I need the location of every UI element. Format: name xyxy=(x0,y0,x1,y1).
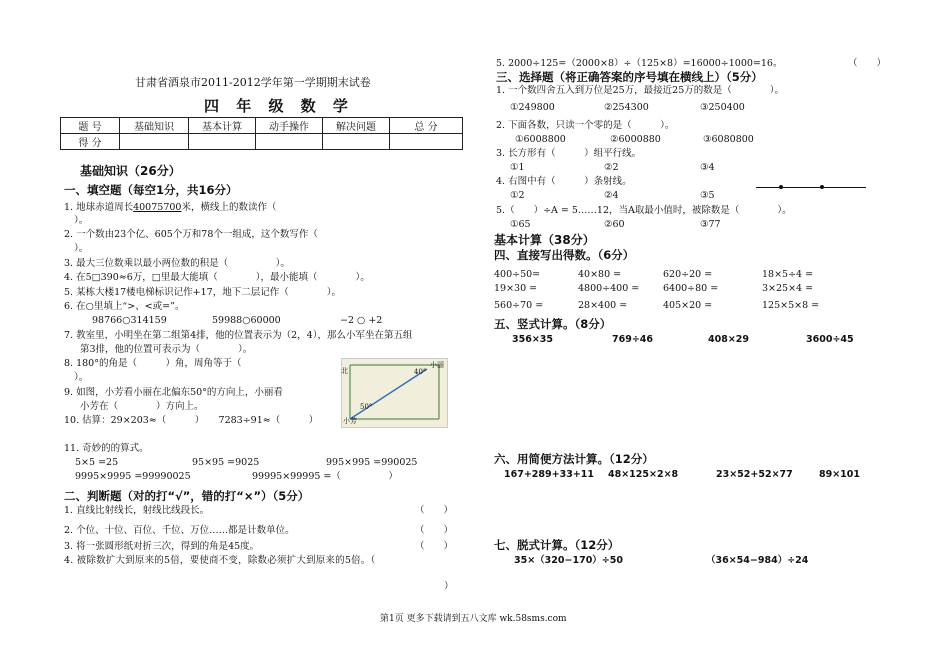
angle-label: 40° xyxy=(414,368,427,376)
choice-option[interactable]: ③4 xyxy=(700,162,715,173)
point-label-xiaofang: 小芳 xyxy=(343,417,357,425)
choice-option[interactable]: ①65 xyxy=(510,219,531,230)
section-6-heading: 六、用简便方法计算。（12分） xyxy=(494,452,654,466)
pattern-item: 995×995 =990025 xyxy=(326,457,418,468)
ray-figure-point xyxy=(779,185,783,189)
question-9-cont: 小芳在（ ）方向上。 xyxy=(80,401,204,412)
simple-problem: 48×125×2×8 xyxy=(608,469,679,480)
question-8: 8. 180°的角是（ ）角，周角等于（ xyxy=(64,358,242,369)
choice-option[interactable]: ③6080800 xyxy=(703,134,754,145)
section-4-heading: 四、直接写出得数。（6分） xyxy=(494,248,635,262)
question-8-cont: ）。 xyxy=(74,372,89,383)
score-input-cell[interactable] xyxy=(390,134,463,150)
question-9: 9. 如图，小芳看小丽在北偏东50°的方向上，小丽看 xyxy=(64,387,283,398)
oral-item: 18×5÷4 = xyxy=(762,269,814,280)
section-7-heading: 七、脱式计算。（12分） xyxy=(494,538,620,552)
compare-item: −2 ○ +2 xyxy=(340,315,383,326)
judge-3: 3. 将一张圆形纸对折三次，得到的角是45度。 xyxy=(64,541,260,552)
section-jiben-heading: 基本计算（38分） xyxy=(494,233,595,247)
choice-3: 3. 长方形有（ ）组平行线。 xyxy=(496,148,642,159)
choice-option[interactable]: ①249800 xyxy=(510,102,555,113)
judge-5: 5. 2000÷125=（2000×8）÷（125×8）=16000÷1000=16。 xyxy=(496,58,783,69)
choice-4: 4. 右图中有（ ）条射线。 xyxy=(496,176,632,187)
choice-option[interactable]: ②60 xyxy=(604,219,625,230)
simple-problem: 23×52+52×77 xyxy=(716,469,793,480)
score-table-score-row xyxy=(61,134,463,150)
choice-option[interactable]: ①2 xyxy=(510,190,525,201)
question-4: 4. 在5□390≈6万，□里最大能填（ ），最小能填（ ）。 xyxy=(64,272,370,283)
oral-item: 4800÷400 = xyxy=(578,283,640,294)
simple-problem: 89×101 xyxy=(819,469,861,480)
table-cell: 题 号 xyxy=(61,118,120,134)
pattern-item: 95×95 =9025 xyxy=(192,457,260,468)
section-1-heading: 一、填空题（每空1分，共16分） xyxy=(64,183,238,197)
direction-figure xyxy=(341,358,448,428)
underlined-number: 40075700 xyxy=(133,202,182,213)
answer-paren[interactable]: （ ） xyxy=(415,505,454,516)
pattern-item: 99995×99995 =（ ） xyxy=(252,471,398,482)
score-input-cell[interactable] xyxy=(120,134,189,150)
ray-figure-line xyxy=(756,187,866,188)
table-cell: 基础知识 xyxy=(120,118,189,134)
vertical-problem: 769÷46 xyxy=(612,334,654,345)
choice-option[interactable]: ①1 xyxy=(510,162,525,173)
oral-item: 28×400 = xyxy=(578,300,628,311)
score-input-cell[interactable] xyxy=(189,134,256,150)
section-3-heading: 三、选择题（将正确答案的序号填在横线上）（5分） xyxy=(496,70,763,84)
choice-option[interactable]: ②4 xyxy=(604,190,619,201)
section-jichu-heading: 基础知识（26分） xyxy=(80,164,181,178)
question-text: 1. 地球赤道周长 xyxy=(64,202,134,213)
choice-option[interactable]: ①6008800 xyxy=(515,134,566,145)
question-1-cont: ）。 xyxy=(74,215,89,226)
compare-item: 59988○60000 xyxy=(212,315,281,326)
choice-option[interactable]: ②254300 xyxy=(604,102,649,113)
score-table xyxy=(60,117,463,150)
table-cell: 解决问题 xyxy=(323,118,390,134)
question-3: 3. 最大三位数乘以最小两位数的积是（ ）。 xyxy=(64,258,290,269)
choice-5: 5.（ ）÷A = 5……12，当A取最小值时，被除数是（ ）。 xyxy=(496,205,792,216)
answer-paren[interactable]: （ ） xyxy=(848,58,887,69)
question-7: 7. 教室里，小明坐在第二组第4排，他的位置表示为（2，4），那么小军坐在第五组 xyxy=(64,330,413,341)
table-cell: 基本计算 xyxy=(189,118,256,134)
question-7-cont: 第3排，他的位置可表示为（ ）。 xyxy=(80,344,253,355)
answer-paren[interactable]: （ ） xyxy=(415,541,454,552)
choice-option[interactable]: ③5 xyxy=(700,190,715,201)
oral-item: 405×20 = xyxy=(663,300,713,311)
angle-label: 50° xyxy=(360,403,373,411)
oral-item: 620÷20 = xyxy=(663,269,713,280)
point-label-xiaoli: 小丽 xyxy=(430,361,444,369)
judge-4: 4. 被除数扩大到原来的5倍，要使商不变，除数必须扩大到原来的5倍。（ xyxy=(64,555,376,566)
question-1 xyxy=(64,203,276,214)
judge-1: 1. 直线比射线长，射线比线段长。 xyxy=(64,505,210,516)
score-input-cell[interactable] xyxy=(323,134,390,150)
table-cell: 动手操作 xyxy=(256,118,323,134)
oral-item: 6400÷80 = xyxy=(663,283,719,294)
vertical-problem: 408×29 xyxy=(708,334,750,345)
north-label: 北 xyxy=(341,367,348,375)
oral-item: 40×80 = xyxy=(578,269,622,280)
oral-item: 19×30 = xyxy=(494,283,538,294)
judge-4-end: ） xyxy=(444,581,454,592)
score-input-cell[interactable] xyxy=(256,134,323,150)
table-cell: 总 分 xyxy=(390,118,463,134)
question-2: 2. 一个数由23个亿、605个万和78个一组成，这个数写作（ xyxy=(64,229,318,240)
vertical-problem: 356×35 xyxy=(512,334,554,345)
question-11: 11. 奇妙的的算式。 xyxy=(64,443,149,454)
answer-paren[interactable]: （ ） xyxy=(415,525,454,536)
choice-option[interactable]: ③250400 xyxy=(700,102,745,113)
page-footer: 第1页 更多下载请到五八文库 wk.58sms.com xyxy=(380,614,567,624)
pattern-item: 9995×9995 =99990025 xyxy=(75,471,191,482)
question-10: 10. 估算：29×203≈（ ） 7283÷91≈（ ） xyxy=(64,415,319,426)
exam-title: 甘肃省酒泉市2011-2012学年第一学期期末试卷 xyxy=(135,76,371,89)
direction-diagram xyxy=(342,359,447,427)
simple-problem: 167+289+33+11 xyxy=(504,469,594,480)
ray-figure-point xyxy=(820,185,824,189)
pattern-item: 5×5 =25 xyxy=(75,457,119,468)
question-5: 5. 某栋大楼17楼电梯标识记作+17，地下二层记作（ ）。 xyxy=(64,287,341,298)
oral-item: 400÷50= xyxy=(494,269,541,280)
table-cell: 得 分 xyxy=(61,134,120,150)
choice-1: 1. 一个数四舍五入到万位是25万，最接近25万的数是（ ）。 xyxy=(496,85,785,96)
oral-item: 3×25×4 = xyxy=(762,283,814,294)
judge-2: 2. 个位、十位、百位、千位、万位……都是计数单位。 xyxy=(64,525,295,536)
score-table-header-row xyxy=(61,118,463,134)
vertical-problem: 3600÷45 xyxy=(806,334,854,345)
section-2-heading: 二、判断题（对的打“√”，错的打“×”）（5分） xyxy=(64,489,310,503)
question-6: 6. 在○里填上“>、<或=”。 xyxy=(64,301,185,312)
compare-item: 98766○314159 xyxy=(92,315,167,326)
tuoshi-problem: 35×（320−170）÷50 xyxy=(514,555,623,566)
tuoshi-problem: （36×54−984）÷24 xyxy=(706,555,809,566)
choice-option[interactable]: ②6000880 xyxy=(610,134,661,145)
section-5-heading: 五、竖式计算。（8分） xyxy=(494,317,612,331)
main-title: 四 年 级 数 学 xyxy=(204,97,354,115)
question-text: 米，横线上的数读作（ xyxy=(181,202,277,213)
choice-option[interactable]: ②2 xyxy=(604,162,619,173)
choice-option[interactable]: ③77 xyxy=(700,219,721,230)
oral-item: 125×5×8 = xyxy=(762,300,820,311)
question-2-cont: ）。 xyxy=(74,243,89,254)
choice-2: 2. 下面各数，只读一个零的是（ ）。 xyxy=(496,120,675,131)
oral-item: 560÷70 = xyxy=(494,300,544,311)
